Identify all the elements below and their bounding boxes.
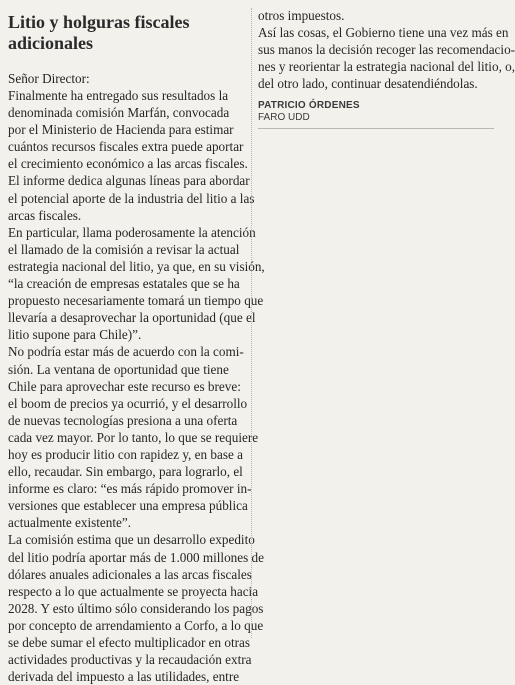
text-line: litio supone para Chile)”. (8, 327, 142, 343)
text-line: de nuevas tecnologías presiona a una oferta (8, 412, 238, 428)
text-line: Así las cosas, el Gobierno tiene una vez más en (258, 25, 509, 41)
text-line: actualmente existente”. (8, 515, 132, 531)
text-line: La comisión estima que un desarrollo expedito (8, 532, 255, 548)
paragraph (258, 7, 498, 24)
text-line: el boom de precios ya ocurrió, y el desarrollo (8, 395, 248, 411)
text-line: sus manos la decisión recoger las recomendacio- (258, 42, 515, 58)
text-line: respecto a lo que actualmente se proyecta hacia (8, 583, 259, 599)
text-line: cada vez mayor. Por lo tanto, lo que se requiere (8, 429, 259, 445)
column-divider (251, 8, 252, 638)
text-line: por el Ministerio de Hacienda para estimar (8, 122, 234, 138)
text-line: por concepto de arrendamiento a Corfo, a lo que (8, 617, 264, 633)
text-line: denominada comisión Marfán, convocada (8, 105, 230, 121)
paragraph (8, 531, 264, 685)
text-line: llevaría a desaprovechar la oportunidad (que el (8, 310, 256, 326)
text-line: se debe sumar el efecto multiplicador en otras (8, 635, 251, 650)
text-line: dólares anuales adicionales a las arcas fiscales (8, 566, 252, 582)
text-line: estrategia nacional del litio, ya que, en su visión, (8, 258, 265, 274)
text-line: ello, recaudar. Sin embargo, para lograrlo, el (8, 464, 243, 480)
text-line: nes y reorientar la estrategia nacional del litio, o, (258, 59, 515, 75)
right-column (258, 0, 515, 129)
text-line: Chile para aprovechar este recurso es breve: (8, 378, 241, 394)
text-line: hoy es producir litio con rapidez y, en base a (8, 446, 243, 462)
text-line: arcas fiscales. (8, 207, 82, 223)
left-column (8, 0, 265, 685)
letter-title (8, 0, 246, 54)
paragraph (8, 343, 259, 531)
text-line: 2028. Y esto último sólo considerando los pagos (8, 600, 264, 616)
text-line: el potencial aporte de la industria del litio a las (8, 190, 255, 206)
text-line: Finalmente ha entregado sus resultados la (8, 88, 229, 103)
text-line: cuántos recursos fiscales extra puede aportar (8, 139, 244, 155)
end-rule (258, 128, 494, 129)
text-line: el crecimiento económico a las arcas fiscales. (8, 156, 248, 172)
paragraph (8, 224, 265, 344)
text-line: “la creación de empresas estatales que se ha (8, 276, 240, 292)
text-line: En particular, llama poderosamente la atención (8, 224, 256, 240)
text-line: actividades productivas y la recaudación extra (8, 652, 252, 668)
title-line: adicionales (8, 33, 94, 53)
text-line: propuesto necesariamente tomará un tiempo que (8, 293, 264, 309)
text-line: informe es claro: “es más rápido promover in- (8, 481, 252, 497)
text-line: el llamado de la comisión a revisar la actual (8, 241, 240, 257)
text-line: del otro lado, continuar desatendiéndolas. (258, 76, 478, 92)
text-line: No podría estar más de acuerdo con la comi- (8, 344, 244, 360)
paragraph (258, 24, 515, 92)
text-line: derivada del impuesto a las utilidades, entre (8, 669, 240, 685)
paragraph (8, 87, 255, 224)
title-line: Litio y holguras fiscales (8, 12, 190, 32)
author-signature (258, 100, 498, 124)
text-line: versiones que establecer una empresa pública (8, 498, 248, 514)
text-line: del litio podría aportar más de 1.000 millones de (8, 549, 264, 565)
author-organization: FARO UDD (258, 112, 310, 124)
salutation: Señor Director: (8, 71, 90, 86)
text-line: otros impuestos. (258, 8, 345, 23)
author-name: PATRICIO ÓRDENES (258, 100, 360, 112)
text-line: El informe dedica algunas líneas para abordar (8, 173, 250, 189)
text-line: sión. La ventana de oportunidad que tiene (8, 361, 229, 377)
